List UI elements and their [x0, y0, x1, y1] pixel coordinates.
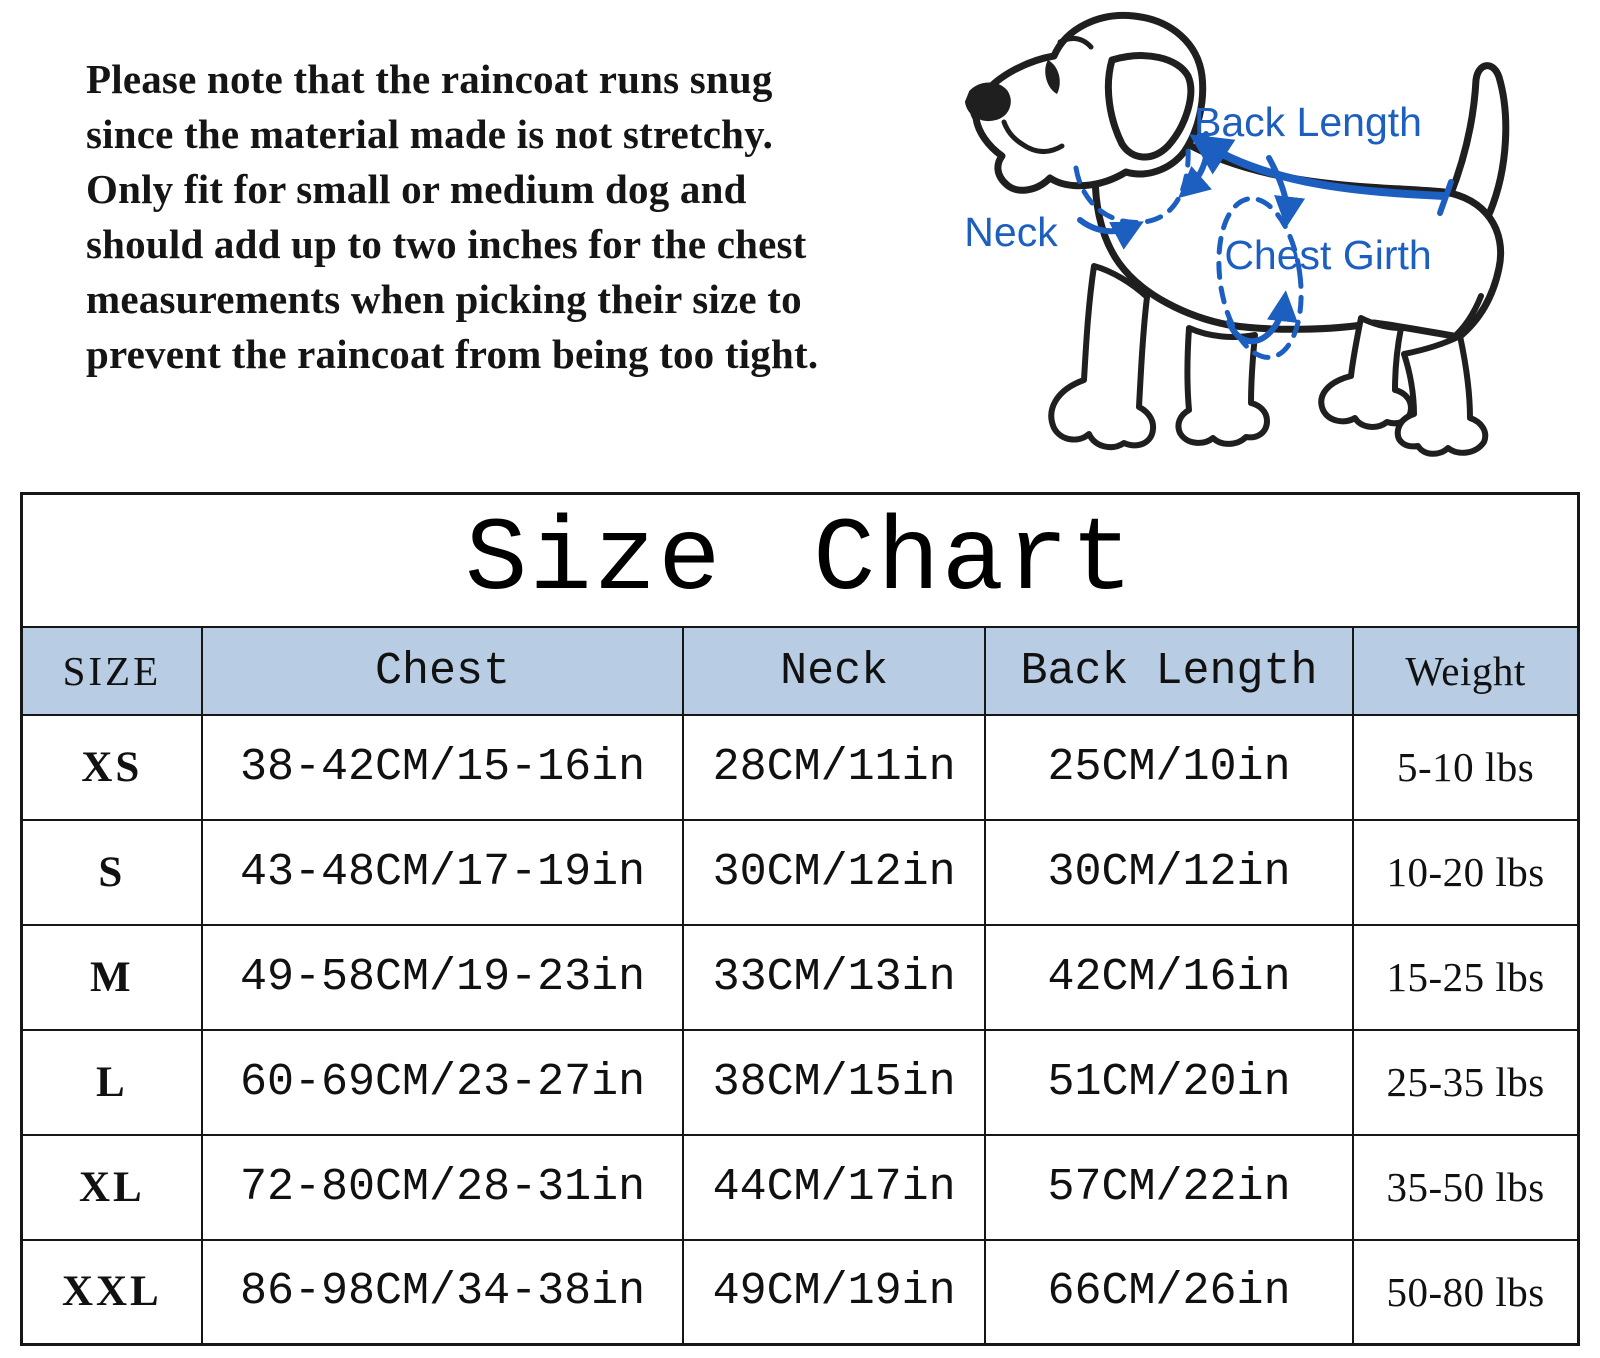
table-row — [23, 820, 1577, 925]
cell-neck: 44CM/17in — [683, 1135, 984, 1240]
cell-size: XS — [23, 715, 202, 820]
cell-weight: 35-50 lbs — [1353, 1135, 1577, 1240]
chest-girth-label: Chest Girth — [1224, 232, 1432, 278]
cell-chest: 60-69CM/23-27in — [202, 1030, 684, 1135]
cell-back-length: 25CM/10in — [985, 715, 1353, 820]
note-line: prevent the raincoat from being too tight. — [86, 331, 819, 377]
dog-rear-leg-near — [1398, 336, 1485, 454]
cell-size: M — [23, 925, 202, 1030]
cell-neck: 33CM/13in — [683, 925, 984, 1030]
cell-chest: 43-48CM/17-19in — [202, 820, 684, 925]
neck-label: Neck — [964, 209, 1058, 255]
cell-weight: 15-25 lbs — [1353, 925, 1577, 1030]
cell-neck: 30CM/12in — [683, 820, 984, 925]
note-line: measurements when picking their size to — [86, 276, 802, 322]
cell-weight: 5-10 lbs — [1353, 715, 1577, 820]
cell-size: L — [23, 1030, 202, 1135]
dog-nose — [967, 85, 1009, 120]
column-header-weight: Weight — [1353, 628, 1577, 715]
column-header-back-length: Back Length — [985, 628, 1353, 715]
cell-weight: 50-80 lbs — [1353, 1240, 1577, 1343]
table-row — [23, 715, 1577, 820]
cell-chest: 38-42CM/15-16in — [202, 715, 684, 820]
cell-back-length: 57CM/22in — [985, 1135, 1353, 1240]
table-row — [23, 1030, 1577, 1135]
note-line: Only fit for small or medium dog and — [86, 166, 747, 212]
header-row — [23, 628, 1577, 715]
cell-back-length: 51CM/20in — [985, 1030, 1353, 1135]
note-line: Please note that the raincoat runs snug — [86, 56, 773, 102]
dog-measurement-diagram — [938, 0, 1598, 482]
column-header-chest: Chest — [202, 628, 684, 715]
cell-weight: 25-35 lbs — [1353, 1030, 1577, 1135]
dog-rear-leg-far — [1321, 318, 1411, 427]
size-chart-title: Size Chart — [23, 495, 1577, 628]
cell-size: S — [23, 820, 202, 925]
table-row — [23, 1240, 1577, 1343]
table-row — [23, 925, 1577, 1030]
cell-size: XL — [23, 1135, 202, 1240]
size-chart — [20, 492, 1580, 1346]
cell-neck: 28CM/11in — [683, 715, 984, 820]
note-line: should add up to two inches for the chest — [86, 221, 807, 267]
cell-back-length: 66CM/26in — [985, 1240, 1353, 1343]
column-header-neck: Neck — [683, 628, 984, 715]
cell-chest: 49-58CM/19-23in — [202, 925, 684, 1030]
cell-size: XXL — [23, 1240, 202, 1343]
note-text — [86, 52, 966, 382]
cell-back-length: 30CM/12in — [985, 820, 1353, 925]
column-header-size: SIZE — [23, 628, 202, 715]
cell-back-length: 42CM/16in — [985, 925, 1353, 1030]
note-line: since the material made is not stretchy. — [86, 111, 774, 157]
cell-chest: 72-80CM/28-31in — [202, 1135, 684, 1240]
size-chart-table — [23, 628, 1577, 1343]
cell-weight: 10-20 lbs — [1353, 820, 1577, 925]
dog-front-leg-far — [1178, 328, 1267, 444]
cell-neck: 38CM/15in — [683, 1030, 984, 1135]
back-length-label: Back Length — [1194, 99, 1422, 145]
cell-chest: 86-98CM/34-38in — [202, 1240, 684, 1343]
cell-neck: 49CM/19in — [683, 1240, 984, 1343]
table-row — [23, 1135, 1577, 1240]
dog-front-leg-near — [1051, 266, 1153, 447]
